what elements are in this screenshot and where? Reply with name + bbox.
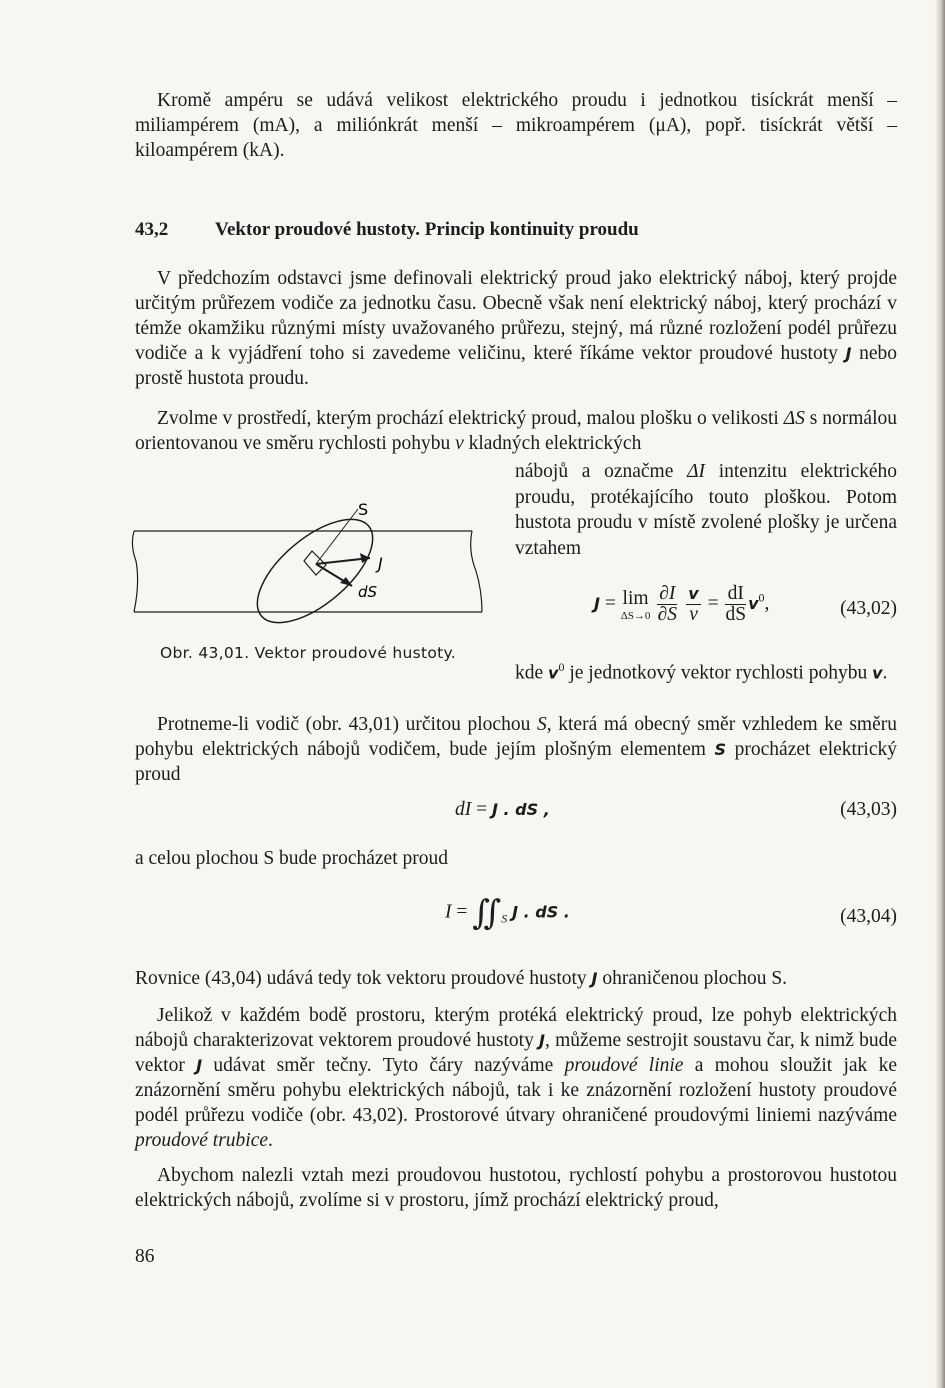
equation-43-04: $I = ∬_S$ J . dS . bbox=[445, 895, 570, 932]
paragraph-2-cont: nábojů a označme ΔI intenzitu elektrického proudu, protékajícího touto ploškou. Potom hustota proudu v místě zvolené plošky je určena vztahem bbox=[515, 461, 898, 559]
equation-number-43-03: (43,03) bbox=[840, 799, 897, 820]
fig-label-s: S bbox=[358, 500, 369, 519]
paragraph-7: Abychom nalezli vztah mezi proudovou hustotou, rychlostí pohybu a prostorovou hustotou elektrických nábojů, zvolíme si v prostoru, jímž prochází elektrický proud, bbox=[135, 1165, 897, 1211]
section-title: Vektor proudové hustoty. Princip kontinuity proudu bbox=[215, 219, 639, 240]
equation-43-02: J = lim ΔS→0 $\frac{\partial I}{\partial S}$ $\frac{v}{v}$ = $\frac{dI}{dS}$ $v^0$, bbox=[594, 583, 770, 625]
fig-label-ds: dS bbox=[358, 583, 378, 601]
page-edge-shadow bbox=[935, 0, 945, 1388]
equation-43-03: dI = J . dS , bbox=[455, 799, 550, 820]
fig-label-j: J bbox=[378, 554, 383, 573]
paragraph-4: a celou plochou S bude procházet proud bbox=[135, 848, 448, 869]
page-number: 86 bbox=[135, 1246, 155, 1267]
paragraph-2: Zvolme v prostředí, kterým prochází elektrický proud, malou plošku o velikosti ΔS s normálou orientovanou ve směru rychlosti pohybu v kladných elektrických bbox=[135, 408, 898, 454]
equation-number-43-02: (43,02) bbox=[840, 598, 897, 619]
paragraph-5: Rovnice (43,04) udává tedy tok vektoru proudové hustoty J ohraničenou plochou S. bbox=[135, 968, 788, 989]
paragraph-intro: Kromě ampéru se udává velikost elektrického proudu i jednotkou tisíckrát menší – miliampérem (mA), a miliónkrát menší – mikroampérem (μA), popř. tisíckrát větší – kiloampérem (kA). bbox=[135, 90, 897, 161]
figure-caption: Obr. 43,01. Vektor proudové hustoty. bbox=[160, 644, 457, 662]
paragraph-2-tail: kde $v^0$ je jednotkový vektor rychlosti pohybu v. bbox=[515, 660, 888, 684]
paragraph-1: V předchozím odstavci jsme definovali elektrický proud jako elektrický náboj, který projde určitým průřezem vodiče za jednotku času. Obecně však není elektrický náboj, který prochází v témže okamžiku různými místy uvažovaného průřezu, stejný, má různé rozložení podél průřezu vodiče a k vyjádření toho si zavedeme veličinu, které říkáme vektor proudové hustoty J nebo prostě hustota proudu. bbox=[135, 268, 898, 389]
section-number: 43,2 bbox=[135, 219, 169, 240]
symbol-j: J bbox=[845, 344, 852, 363]
paragraph-3: Protneme-li vodič (obr. 43,01) určitou plochou S, která má obecný směr vzhledem ke směru pohybu elektrických nábojů vodičem, bude jejím plošným elementem S procházet elektrický proud bbox=[135, 714, 898, 785]
paragraph-6: Jelikož v každém bodě prostoru, kterým protéká elektrický proud, lze pohyb elektrických nábojů charakterizovat vektorem proudové hustoty J, můžeme sestrojit soustavu čar, k nimž bude vektor J udávat směr tečny. Tyto čáry nazýváme proudové linie a mohou sloužit jak ke znázornění směru pohybu elektrických nábojů, tak i ke znázornění rozložení hustoty proudové podél průřezu vodiče (obr. 43,02). Prostorové útvary ohraničené proudovými liniemi nazýváme proudové trubice. bbox=[135, 1005, 897, 1151]
equation-number-43-04: (43,04) bbox=[840, 906, 897, 927]
figure-current-density bbox=[130, 495, 490, 625]
section-heading bbox=[135, 219, 639, 241]
